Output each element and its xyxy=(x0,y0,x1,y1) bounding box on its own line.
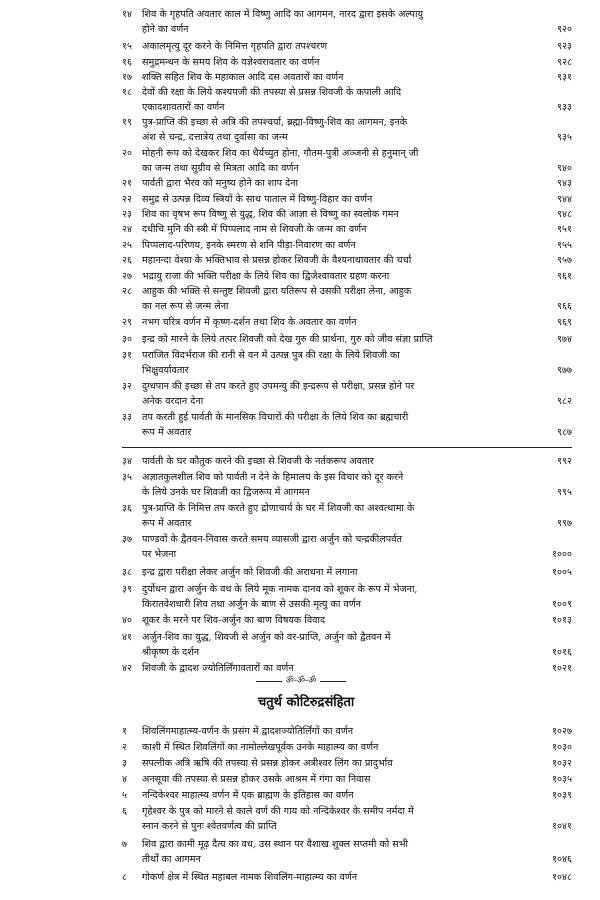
entry-page-number: ९६६ xyxy=(557,301,572,312)
entry-number: १८ xyxy=(122,87,132,98)
entry-number: २८ xyxy=(122,286,132,297)
entry-title-line: समुद्रमन्थन के समय शिव के यज्ञेश्वरावतार का वर्णन xyxy=(142,57,320,68)
entry-title-line: दुर्योधन द्वारा अर्जुन के वध के लिये मूक नामक दानव को शूकर के रूप में भेजना, xyxy=(142,584,418,595)
entry-title-line: शूकर के मरने पर शिव-अर्जुन का बाण विषयक विवाद xyxy=(142,615,326,626)
entry-title-line: सपत्नीक अत्रि ऋषि की तपस्या से प्रसन्न होकर अत्रीश्वर लिंग का प्रादुर्भाव xyxy=(142,758,393,769)
entry-title-line: अनेक वरदान देना xyxy=(142,396,204,407)
entry-title-line: एकादशावतारों का वर्णन xyxy=(142,102,225,113)
entry-number: ३८ xyxy=(122,567,132,578)
entry-page-number: ९२३ xyxy=(557,41,572,52)
entry-number: ४ xyxy=(122,774,127,785)
entry-number: २४ xyxy=(122,224,132,235)
entry-title-line: शक्ति सहित शिव के महाकाल आदि दस अवतारों का वर्णन xyxy=(142,72,344,83)
entry-page-number: १०१३ xyxy=(552,615,572,626)
entry-title-line: काशी में स्थित शिवलिंगों का नामोल्लेखपूर्वक उनके माहात्म्य का वर्णन xyxy=(142,742,379,753)
entry-title-line: पार्वती के घर कौतुक करने की इच्छा से शिवजी के नर्तकरूप अवतार xyxy=(142,456,374,467)
separator-rule xyxy=(122,447,572,448)
entry-number: २७ xyxy=(122,271,132,282)
entry-number: १ xyxy=(122,726,127,737)
entry-number: १४ xyxy=(122,9,132,20)
entry-title-line: अर्जुन-शिव का युद्ध, शिवजी से अर्जुन को वर-प्राप्ति, अर्जुन को द्वैतवन में xyxy=(142,632,391,643)
divider-line-right xyxy=(320,681,346,682)
entry-number: २१ xyxy=(122,178,132,189)
section-title: चतुर्थ कोटिरुद्रसंहिता xyxy=(258,695,355,710)
entry-page-number: ९३१ xyxy=(557,72,572,83)
entry-title-line: होने का वर्णन xyxy=(142,24,189,35)
entry-number: ४० xyxy=(122,615,132,626)
entry-title-line: तप करती हुई पार्वती के मानसिक विचारों की परीक्षा के लिये शिव का ब्रह्मचारी xyxy=(142,412,409,423)
entry-title-line: दुग्धपान की इच्छा से तप करते हुए उपमन्यु की इन्द्ररूप से परीक्षा, प्रसन्न होने पर xyxy=(142,381,415,392)
entry-page-number: १०१६ xyxy=(552,647,572,658)
entry-page-number: ९३३ xyxy=(557,102,572,113)
entry-title-line: पर भेजना xyxy=(142,549,177,560)
entry-title-line: भिक्षुवर्यावतार xyxy=(142,365,189,376)
entry-page-number: ९४० xyxy=(557,163,572,174)
entry-page-number: १०४६ xyxy=(552,854,572,865)
entry-page-number: ९८७ xyxy=(557,427,572,438)
entry-number: ३० xyxy=(122,334,132,345)
entry-number: २३ xyxy=(122,209,132,220)
entry-title-line: पिप्पलाद-परिणय, इनके स्मरण से शनि पीड़ा-निवारण का वर्णन xyxy=(142,240,356,251)
entry-title-line: शिवजी के द्वादश ज्योतिर्लिंगावतारों का वर्णन xyxy=(142,663,294,674)
entry-number: १५ xyxy=(122,41,132,52)
entry-number: ५ xyxy=(122,790,127,801)
entry-number: ३७ xyxy=(122,534,132,545)
entry-number: ७ xyxy=(122,839,127,850)
entry-number: २२ xyxy=(122,194,132,205)
entry-title-line: शिव का वृषभ रूप विष्णु से युद्ध, शिव की आज्ञा से विष्णु का स्वलोक गमन xyxy=(142,209,399,220)
entry-title-line: मोहनी रूप को देखकर शिव का धैर्यच्युत होना, गौतम-पुत्री अञ्जनी से हनुमान् जी xyxy=(142,148,419,159)
entry-page-number: ९९२ xyxy=(557,456,572,467)
entry-title-line: स्नान करने से पुनः श्वेतवर्णत्व की प्राप्ति xyxy=(142,821,277,832)
entry-title-line: का जन्म तथा सुग्रीव से मित्रता आदि का वर्णन xyxy=(142,163,299,174)
entry-title-line: नभग चरित्र वर्णन में कृष्ण-दर्शन तथा शिव के अवतार का वर्णन xyxy=(142,317,357,328)
entry-title-line: इन्द्र द्वारा परीक्षा लेकर अर्जुन को शिवजी की अराधना में लगाना xyxy=(142,567,358,578)
entry-title-line: अनसूया की तपस्या से प्रसन्न होकर उसके आश्रम में गंगा का निवास xyxy=(142,774,371,785)
entry-title-line: इन्द्र को मारने के लिये तत्पर शिवजी को देख गुरु की प्रार्थना, गुरु को जीव संज्ञा प्राप्ति xyxy=(142,334,433,345)
entry-title-line: समुद्र से उत्पन्न दिव्य स्त्रियों के साथ पाताल में विष्णु-विहार का वर्णन xyxy=(142,194,373,205)
entry-title-line: महानन्दा वेश्या के भक्तिभाव से प्रसन्न होकर शिवजी के वैश्यनाथावतार की चर्चा xyxy=(142,255,412,266)
entry-page-number: ९७७ xyxy=(557,365,572,376)
entry-title-line: पुत्र-प्राप्ति के निमित्त तप करते हुए द्रोणाचार्य के घर में शिवजी का अश्वत्थामा के xyxy=(142,503,415,514)
entry-number: २ xyxy=(122,742,127,753)
entry-number: ८ xyxy=(122,872,127,883)
entry-page-number: १०२१ xyxy=(552,663,572,674)
entry-page-number: ९३५ xyxy=(557,132,572,143)
entry-number: ३ xyxy=(122,758,127,769)
entry-number: ३४ xyxy=(122,456,132,467)
entry-number: १६ xyxy=(122,57,132,68)
entry-title-line: किरातवेशधारी शिव तथा अर्जुन के बाण से उसकी मृत्यु का वर्णन xyxy=(142,599,361,610)
entry-page-number: १०४८ xyxy=(552,872,572,883)
entry-title-line: गोकर्ण क्षेत्र में स्थित महाबल नामक शिवलिंग-माहात्म्य का वर्णन xyxy=(142,872,358,883)
entry-page-number: ९२० xyxy=(557,24,572,35)
section-divider xyxy=(0,676,600,686)
entry-title-line: अकालमृत्यु दूर करने के निमित्त गृहपति द्वारा तपश्चरण xyxy=(142,41,328,52)
entry-page-number: ९८२ xyxy=(557,396,572,407)
entry-number: २० xyxy=(122,148,132,159)
entry-title-line: पुत्र-प्राप्ति की इच्छा से अत्रि की तपश्चर्या, ब्रह्मा-विष्णु-शिव का आगमन, इनके xyxy=(142,117,408,128)
entry-number: ३२ xyxy=(122,381,132,392)
entry-number: ४२ xyxy=(122,663,132,674)
entry-page-number: ९४३ xyxy=(557,178,572,189)
entry-page-number: १०३२ xyxy=(552,758,572,769)
entry-title-line: अज्ञातकुलशील शिव को पार्वती न देने के हिमालय के इस विचार को दूर करने xyxy=(142,472,404,483)
entry-title-line: अंश से चन्द्र, दत्तात्रेय तथा दुर्वासा का जन्म xyxy=(142,132,288,143)
entry-page-number: १०३९ xyxy=(552,790,572,801)
entry-number: २९ xyxy=(122,317,132,328)
entry-page-number: १०३५ xyxy=(552,774,572,785)
entry-page-number: ९४४ xyxy=(557,194,572,205)
entry-page-number: ९५१ xyxy=(557,224,572,235)
entry-title-line: पाण्डवों के द्वैतवन-निवास करते समय व्यासजी द्वारा अर्जुन को चन्द्रकीलपर्वत xyxy=(142,534,403,545)
entry-title-line: भद्रायु राजा की भक्ति परीक्षा के लिये शिव का द्विजेश्वावतार ग्रहण करना xyxy=(142,271,390,282)
entry-title-line: का नल रूप से जन्म लेना xyxy=(142,301,229,312)
entry-page-number: ९२८ xyxy=(557,57,572,68)
entry-title-line: शिव के गृहपति अवतार काल में विष्णु आदि का आगमन, नारद द्वारा इसके अल्पायु xyxy=(142,9,424,20)
entry-page-number: ९६९ xyxy=(557,317,572,328)
entry-title-line: दधीचि मुनि की स्त्री में पिप्पलाद नाम से शिवजी के जन्म का वर्णन xyxy=(142,224,367,235)
divider-line-left xyxy=(256,681,282,682)
entry-page-number: ९५५ xyxy=(557,240,572,251)
entry-page-number: १०४१ xyxy=(552,821,572,832)
entry-number: ६ xyxy=(122,806,127,817)
entry-number: ४१ xyxy=(122,632,132,643)
entry-number: १९ xyxy=(122,117,132,128)
entry-title-line: नन्दिकेश्वर माहात्म्य वर्णन में एक ब्राह्मण के इतिहास का वर्णन xyxy=(142,790,354,801)
entry-page-number: १००० xyxy=(552,549,572,560)
entry-page-number: ९४८ xyxy=(557,209,572,220)
entry-number: ३५ xyxy=(122,472,132,483)
entry-title-line: के लिये उनके घर शिवजी का द्विजरूप में आगमन xyxy=(142,487,310,498)
entry-page-number: ९९५ xyxy=(557,487,572,498)
entry-number: २५ xyxy=(122,240,132,251)
entry-title-line: रूप में अवतार xyxy=(142,427,192,438)
divider-ornament: ॐ-ॐ-ॐ xyxy=(285,676,317,686)
entry-page-number: ९६१ xyxy=(557,271,572,282)
entry-title-line: गृहेश्वर के पुत्र को मारने से काले वर्ण की गाय को नन्दिकेश्वर के समीप नर्मदा में xyxy=(142,806,414,817)
entry-number: १७ xyxy=(122,72,132,83)
entry-page-number: १०३० xyxy=(552,742,572,753)
entry-page-number: ९९७ xyxy=(557,518,572,529)
entry-page-number: ९५७ xyxy=(557,255,572,266)
entry-title-line: रूप में अवतार xyxy=(142,518,192,529)
entry-number: ३१ xyxy=(122,350,132,361)
entry-title-line: आहुक की भक्ति से सन्तुष्ट शिवजी द्वारा यतिरूप से उसकी परीक्षा लेना, आहुक xyxy=(142,286,412,297)
entry-title-line: शिव द्वारा कामी मूढ़ दैत्य का वध, उस स्थान पर वैशाख शुक्ल सप्तमी को सभी xyxy=(142,839,408,850)
entry-number: ३३ xyxy=(122,412,132,423)
entry-title-line: शिवलिंगमाहात्म्य-वर्णन के प्रसंग में द्वादशज्योतिर्लिंगों का वर्णन xyxy=(142,726,354,737)
entry-number: २६ xyxy=(122,255,132,266)
entry-number: ३९ xyxy=(122,584,132,595)
entry-title-line: श्रीकृष्ण के दर्शन xyxy=(142,647,200,658)
entry-title-line: पार्वती द्वारा भैरव को मनुष्य होने का शाप देना xyxy=(142,178,299,189)
entry-page-number: १००९ xyxy=(552,599,572,610)
entry-title-line: पराजित विदर्भराज की रानी से वन में उत्पन्न पुत्र की रक्षा के लिये शिवजी का xyxy=(142,350,400,361)
entry-page-number: ९७४ xyxy=(557,334,572,345)
entry-number: ३६ xyxy=(122,503,132,514)
entry-page-number: १००५ xyxy=(552,567,572,578)
entry-page-number: १०२७ xyxy=(552,726,572,737)
entry-title-line: देवों की रक्षा के लिये कश्यपजी की तपस्या से प्रसन्न शिवजी के कपाली आदि xyxy=(142,87,402,98)
entry-title-line: तीर्थों का आगमन xyxy=(142,854,201,865)
